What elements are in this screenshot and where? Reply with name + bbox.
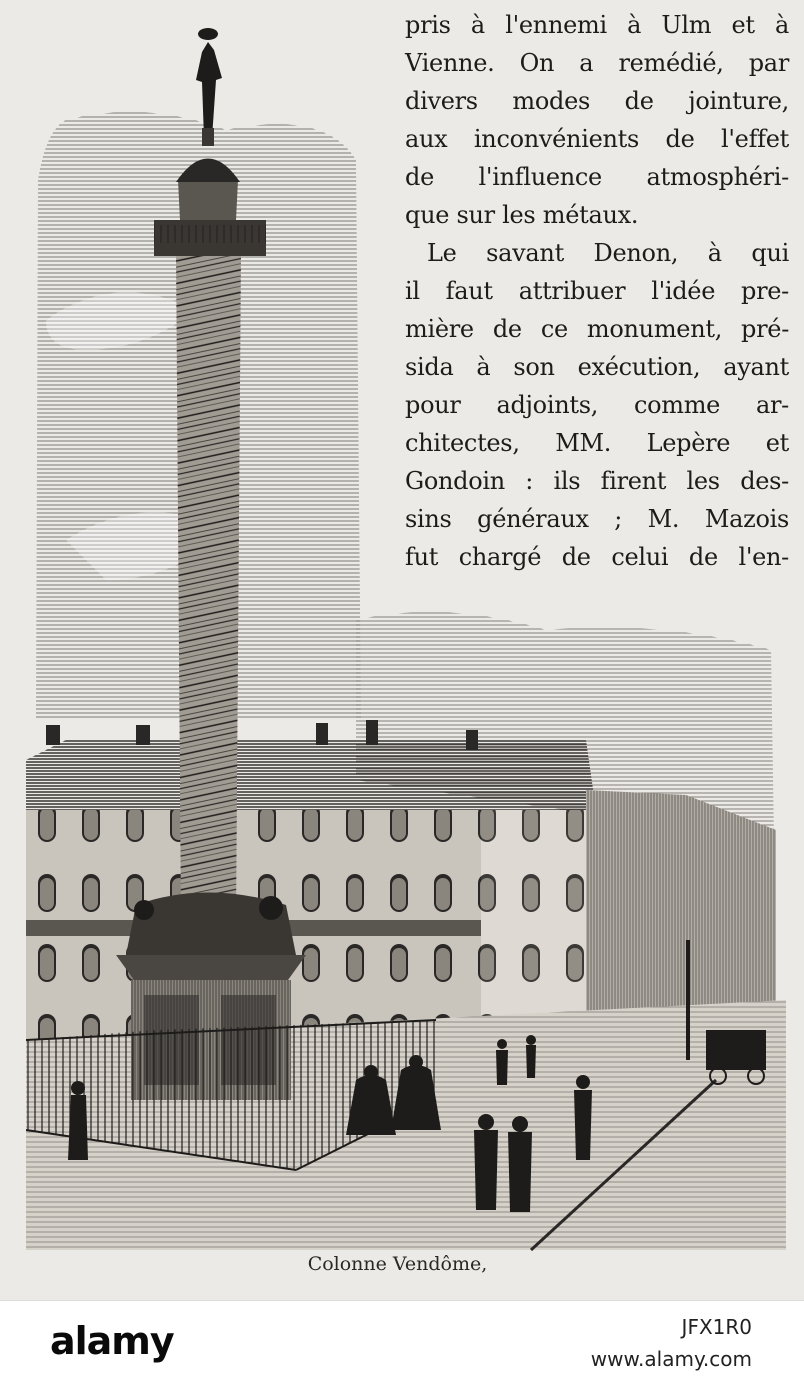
text-line: chitectes, MM. Lepère et xyxy=(405,429,789,457)
text-line: pour adjoints, comme ar- xyxy=(405,391,789,419)
text-line: fut chargé de celui de l'en- xyxy=(405,543,789,571)
image-id-label: JFX1R0 xyxy=(681,1315,752,1339)
vendome-column-engraving xyxy=(26,20,786,1260)
alamy-logo: alamy xyxy=(50,1319,174,1363)
text-line: sida à son exécution, ayant xyxy=(405,353,789,381)
text-line: pris à l'ennemi à Ulm et à xyxy=(405,11,789,39)
text-line: que sur les métaux. xyxy=(405,201,639,229)
site-url: www.alamy.com xyxy=(590,1347,752,1371)
text-line: mière de ce monument, pré- xyxy=(405,315,789,343)
text-line: divers modes de jointure, xyxy=(405,87,789,115)
text-line: Vienne. On a remédié, par xyxy=(405,49,789,77)
text-line: Gondoin : ils firent les des- xyxy=(405,467,789,495)
figure-caption: Colonne Vendôme, xyxy=(307,1253,488,1275)
text-line: de l'influence atmosphéri- xyxy=(405,163,789,191)
text-line: Le savant Denon, à qui xyxy=(427,239,789,267)
text-line: aux inconvénients de l'effet xyxy=(405,125,789,153)
text-line: il faut attribuer l'idée pre- xyxy=(405,277,789,305)
text-line: sins généraux ; M. Mazois xyxy=(405,505,789,533)
stock-watermark-bar xyxy=(0,1300,804,1391)
